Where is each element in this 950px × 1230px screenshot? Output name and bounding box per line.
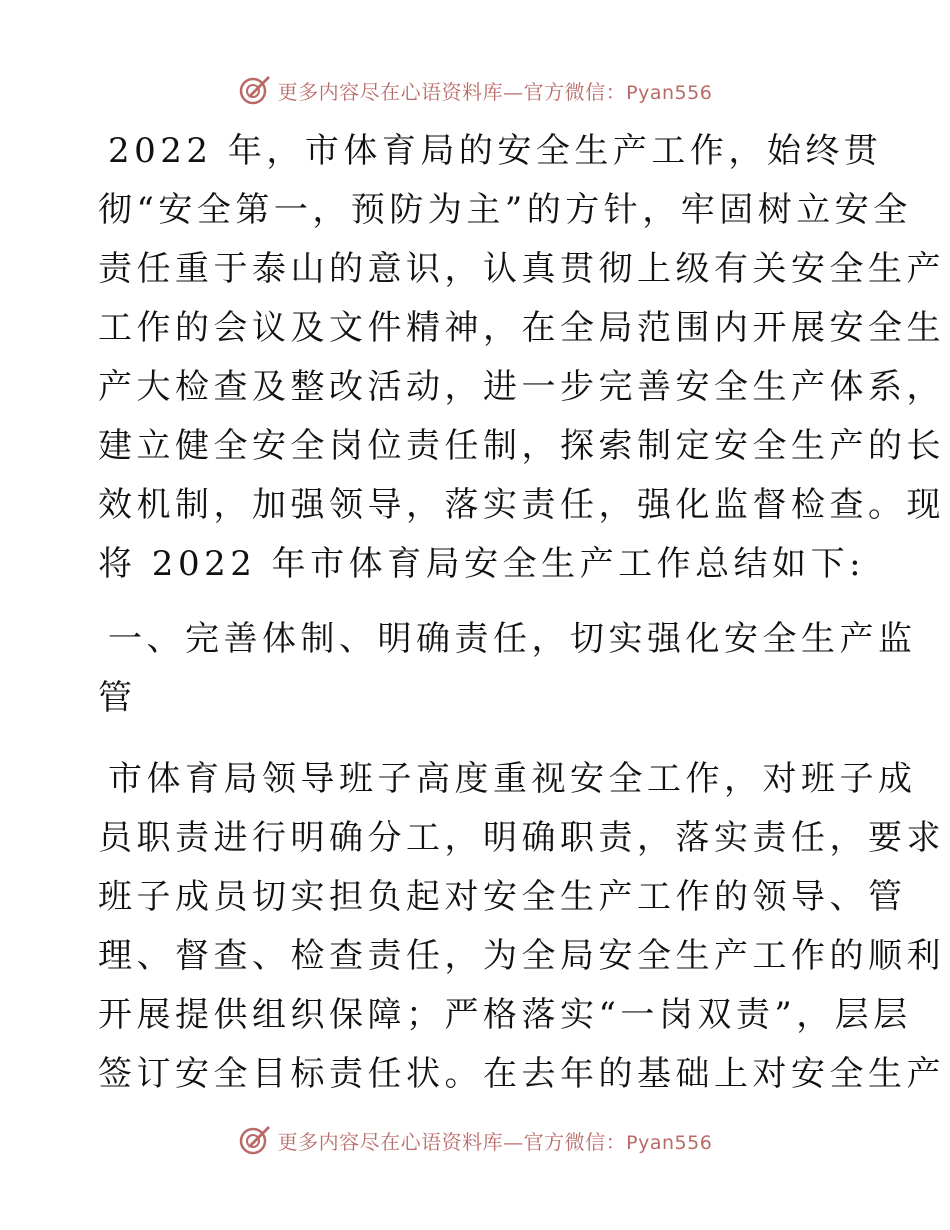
paragraph-2-line-6: 签订安全目标责任状。在去年的基础上对安全生产 [98,1054,945,1094]
paragraph-1-line-7: 效机制，加强领导，落实责任，强化监督检查。现 [98,485,945,525]
document-body [98,122,945,1104]
paragraph-2-line-4: 理、督查、检查责任，为全局安全生产工作的顺利 [98,936,945,976]
watermark-text: 更多内容尽在心语资料库—官方微信：Pyan556 [277,79,713,104]
watermark-text: 更多内容尽在心语资料库—官方微信：Pyan556 [277,1129,713,1154]
quill-logo-icon [238,73,272,107]
paragraph-2-line-3: 班子成员切实担负起对安全生产工作的领导、管 [98,877,907,917]
quill-logo-icon [238,1123,272,1157]
section-heading-line-1: 一、完善体制、明确责任，切实强化安全生产监 [108,619,917,659]
paragraph-1-line-4: 工作的会议及文件精神，在全局范围内开展安全生 [98,308,945,348]
paragraph-1-line-8: 将 2022 年市体育局安全生产工作总结如下: [98,544,866,584]
paragraph-1-line-3: 责任重于泰山的意识，认真贯彻上级有关安全生产 [98,249,945,289]
paragraph-2-line-1: 市体育局领导班子高度重视安全工作，对班子成 [108,759,917,799]
paragraph-1-line-6: 建立健全安全岗位责任制，探索制定安全生产的长 [98,426,945,466]
header-watermark [0,70,950,110]
section-heading-line-2: 管 [98,678,137,718]
footer-watermark [0,1120,950,1160]
paragraph-2-line-5: 开展提供组织保障；严格落实“一岗双责”，层层 [98,995,912,1035]
paragraph-2-line-2: 员职责进行明确分工，明确职责，落实责任，要求 [98,818,945,858]
paragraph-1-line-5: 产大检查及整改活动，进一步完善安全生产体系， [98,367,945,407]
paragraph-1-line-1: 2022 年，市体育局的安全生产工作，始终贯 [108,131,883,171]
paragraph-1-line-2: 彻“安全第一，预防为主”的方针，牢固树立安全 [98,190,912,230]
